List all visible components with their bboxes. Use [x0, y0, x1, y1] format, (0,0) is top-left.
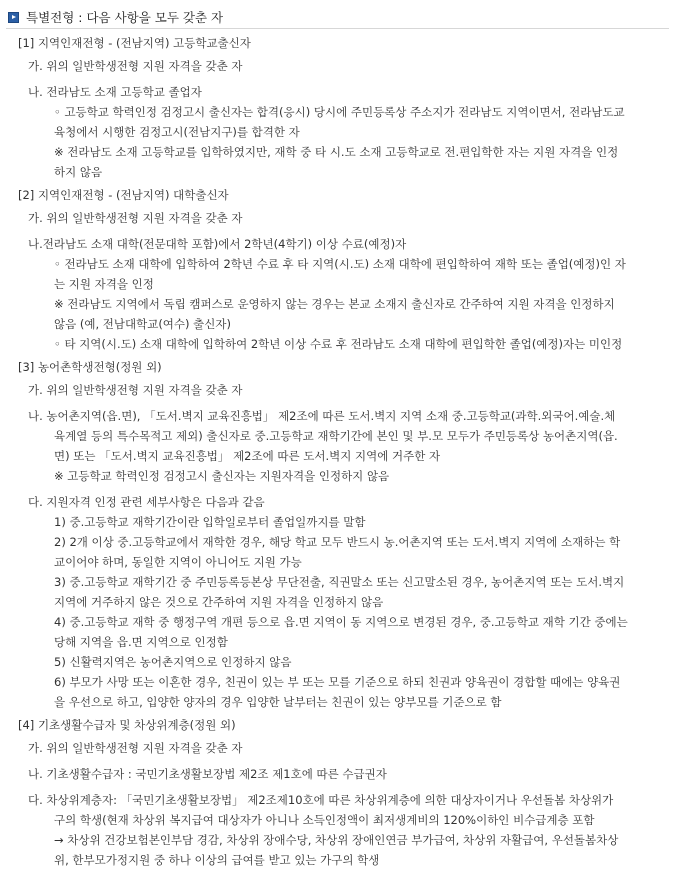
- criteria-item-details: [54, 426, 669, 486]
- criteria-detail-line: ◦ 고등학교 학력인정 검정고시 출신자는 합격(응시) 당시에 주민등록상 주소지가 전라남도 지역이면서, 전라남도교: [54, 105, 625, 119]
- criteria-detail-line: 육청에서 시행한 검정고시(전남지구)를 합격한 자: [54, 125, 300, 139]
- criteria-detail-line: 육계열 등의 특수목적고 제외) 출신자로 중.고등학교 재학기간에 본인 및 부.모 모두가 주민등록상 농어촌지역(읍.: [54, 429, 618, 443]
- criteria-detail-line: 3) 중.고등학교 재학기간 중 주민등록등본상 무단전출, 직권말소 또는 신고말소된 경우, 농어촌지역 또는 도서.벽지: [54, 575, 625, 589]
- section-title: [4] 기초생활수급자 및 차상위계층(정원 외): [18, 718, 236, 732]
- criteria-item-label: 나. 기초생활수급자 : 국민기초생활보장법 제2조 제1호에 따른 수급권자: [28, 767, 387, 781]
- criteria-item-label: 나. 농어촌지역(읍.면), 「도서.벽지 교육진흥법」 제2조에 따른 도서.벽지 지역 소재 중.고등학교(과학.외국어.예술.체: [28, 409, 616, 423]
- criteria-item-details: [54, 810, 669, 870]
- arrow-bullet-icon: [8, 12, 19, 23]
- section-header: [6, 6, 669, 29]
- criteria-detail-line: 6) 부모가 사망 또는 이혼한 경우, 친권이 있는 부 또는 모를 기준으로 하되 친권과 양육권이 경합할 때에는 양육권: [54, 675, 621, 689]
- criteria-item-label: 나.전라남도 소재 대학(전문대학 포함)에서 2학년(4학기) 이상 수료(예정)자: [28, 237, 407, 251]
- criteria-item-label: 다. 차상위계층자: 「국민기초생활보장법」 제2조제10호에 따른 차상위계층에 의한 대상자이거나 우선돌봄 차상위가: [28, 793, 614, 807]
- criteria-item-details: [54, 102, 669, 182]
- criteria-detail-line: ◦ 전라남도 소재 대학에 입학하여 2학년 수료 후 타 지역(시.도) 소재 대학에 편입학하여 재학 또는 졸업(예정)인 자: [54, 257, 626, 271]
- criteria-item-label: 가. 위의 일반학생전형 지원 자격을 갖춘 자: [28, 59, 243, 73]
- section-title: [3] 농어촌학생전형(정원 외): [18, 360, 162, 374]
- criteria-detail-line: 위, 한부모가정지원 중 하나 이상의 급여를 받고 있는 가구의 학생: [54, 853, 380, 867]
- criteria-item-label: 가. 위의 일반학생전형 지원 자격을 갖춘 자: [28, 741, 243, 755]
- criteria-detail-line: 면) 또는 「도서.벽지 교육진흥법」 제2조에 따른 도서.벽지 지역에 거주한 자: [54, 449, 441, 463]
- criteria-detail-line: 4) 중.고등학교 재학 중 행정구역 개편 등으로 읍.면 지역이 동 지역으로 변경된 경우, 중.고등학교 재학 기간 중에는: [54, 615, 628, 629]
- criteria-section: [18, 715, 669, 870]
- criteria-detail-line: ◦ 타 지역(시.도) 소재 대학에 입학하여 2학년 이상 수료 후 전라남도 소재 대학에 편입학한 졸업(예정)자는 미인정: [54, 337, 623, 351]
- criteria-detail-line: → 차상위 건강보험본인부담 경감, 차상위 장애수당, 차상위 장애인연금 부가급여, 차상위 자활급여, 우선돌봄차상: [54, 833, 619, 847]
- criteria-detail-line: ※ 고등학교 학력인정 검정고시 출신자는 지원자격을 인정하지 않음: [54, 469, 390, 483]
- criteria-item-label: 가. 위의 일반학생전형 지원 자격을 갖춘 자: [28, 211, 243, 225]
- section-title: [1] 지역인재전형 - (전남지역) 고등학교출신자: [18, 36, 251, 50]
- criteria-section: [18, 185, 669, 354]
- criteria-item-label: 나. 전라남도 소재 고등학교 졸업자: [28, 85, 202, 99]
- criteria-detail-line: 5) 신활력지역은 농어촌지역으로 인정하지 않음: [54, 655, 292, 669]
- criteria-detail-line: 지역에 거주하지 않은 것으로 간주하여 지원 자격을 인정하지 않음: [54, 595, 384, 609]
- section-title: [2] 지역인재전형 - (전남지역) 대학출신자: [18, 188, 229, 202]
- criteria-item-label: 다. 지원자격 인정 관련 세부사항은 다음과 같음: [28, 495, 265, 509]
- criteria-detail-line: 구의 학생(현재 차상위 복지급여 대상자가 아니나 소득인정액이 최저생계비의 120%이하인 비수급계층 포함: [54, 813, 595, 827]
- criteria-detail-line: 을 우선으로 하고, 입양한 양자의 경우 입양한 날부터는 친권이 있는 양부모를 기준으로 함: [54, 695, 502, 709]
- criteria-section: [18, 33, 669, 182]
- criteria-section: [18, 357, 669, 712]
- criteria-detail-line: 교이어야 하며, 동일한 지역이 아니어도 지원 가능: [54, 555, 302, 569]
- criteria-detail-line: 않음 (예, 전남대학교(여수) 출신자): [54, 317, 231, 331]
- criteria-content: [6, 33, 669, 870]
- criteria-detail-line: ※ 전라남도 지역에서 독립 캠퍼스로 운영하지 않는 경우는 본교 소재지 출신자로 간주하여 지원 자격을 인정하지: [54, 297, 615, 311]
- criteria-detail-line: 당해 지역을 읍.면 지역으로 인정함: [54, 635, 228, 649]
- page-title: 특별전형 : 다음 사항을 모두 갖춘 자: [26, 10, 224, 25]
- criteria-detail-line: 하지 않음: [54, 165, 103, 179]
- criteria-detail-line: 는 지원 자격을 인정: [54, 277, 154, 291]
- criteria-detail-line: ※ 전라남도 소재 고등학교를 입학하였지만, 재학 중 타 시.도 소재 고등학교로 전.편입학한 자는 지원 자격을 인정: [54, 145, 619, 159]
- criteria-detail-line: 1) 중.고등학교 재학기간이란 입학일로부터 졸업일까지를 말함: [54, 515, 366, 529]
- criteria-detail-line: 2) 2개 이상 중.고등학교에서 재학한 경우, 해당 학교 모두 반드시 농.어촌지역 또는 도서.벽지 지역에 소재하는 학: [54, 535, 621, 549]
- criteria-item-details: [54, 512, 669, 712]
- criteria-item-details: [54, 254, 669, 354]
- criteria-item-label: 가. 위의 일반학생전형 지원 자격을 갖춘 자: [28, 383, 243, 397]
